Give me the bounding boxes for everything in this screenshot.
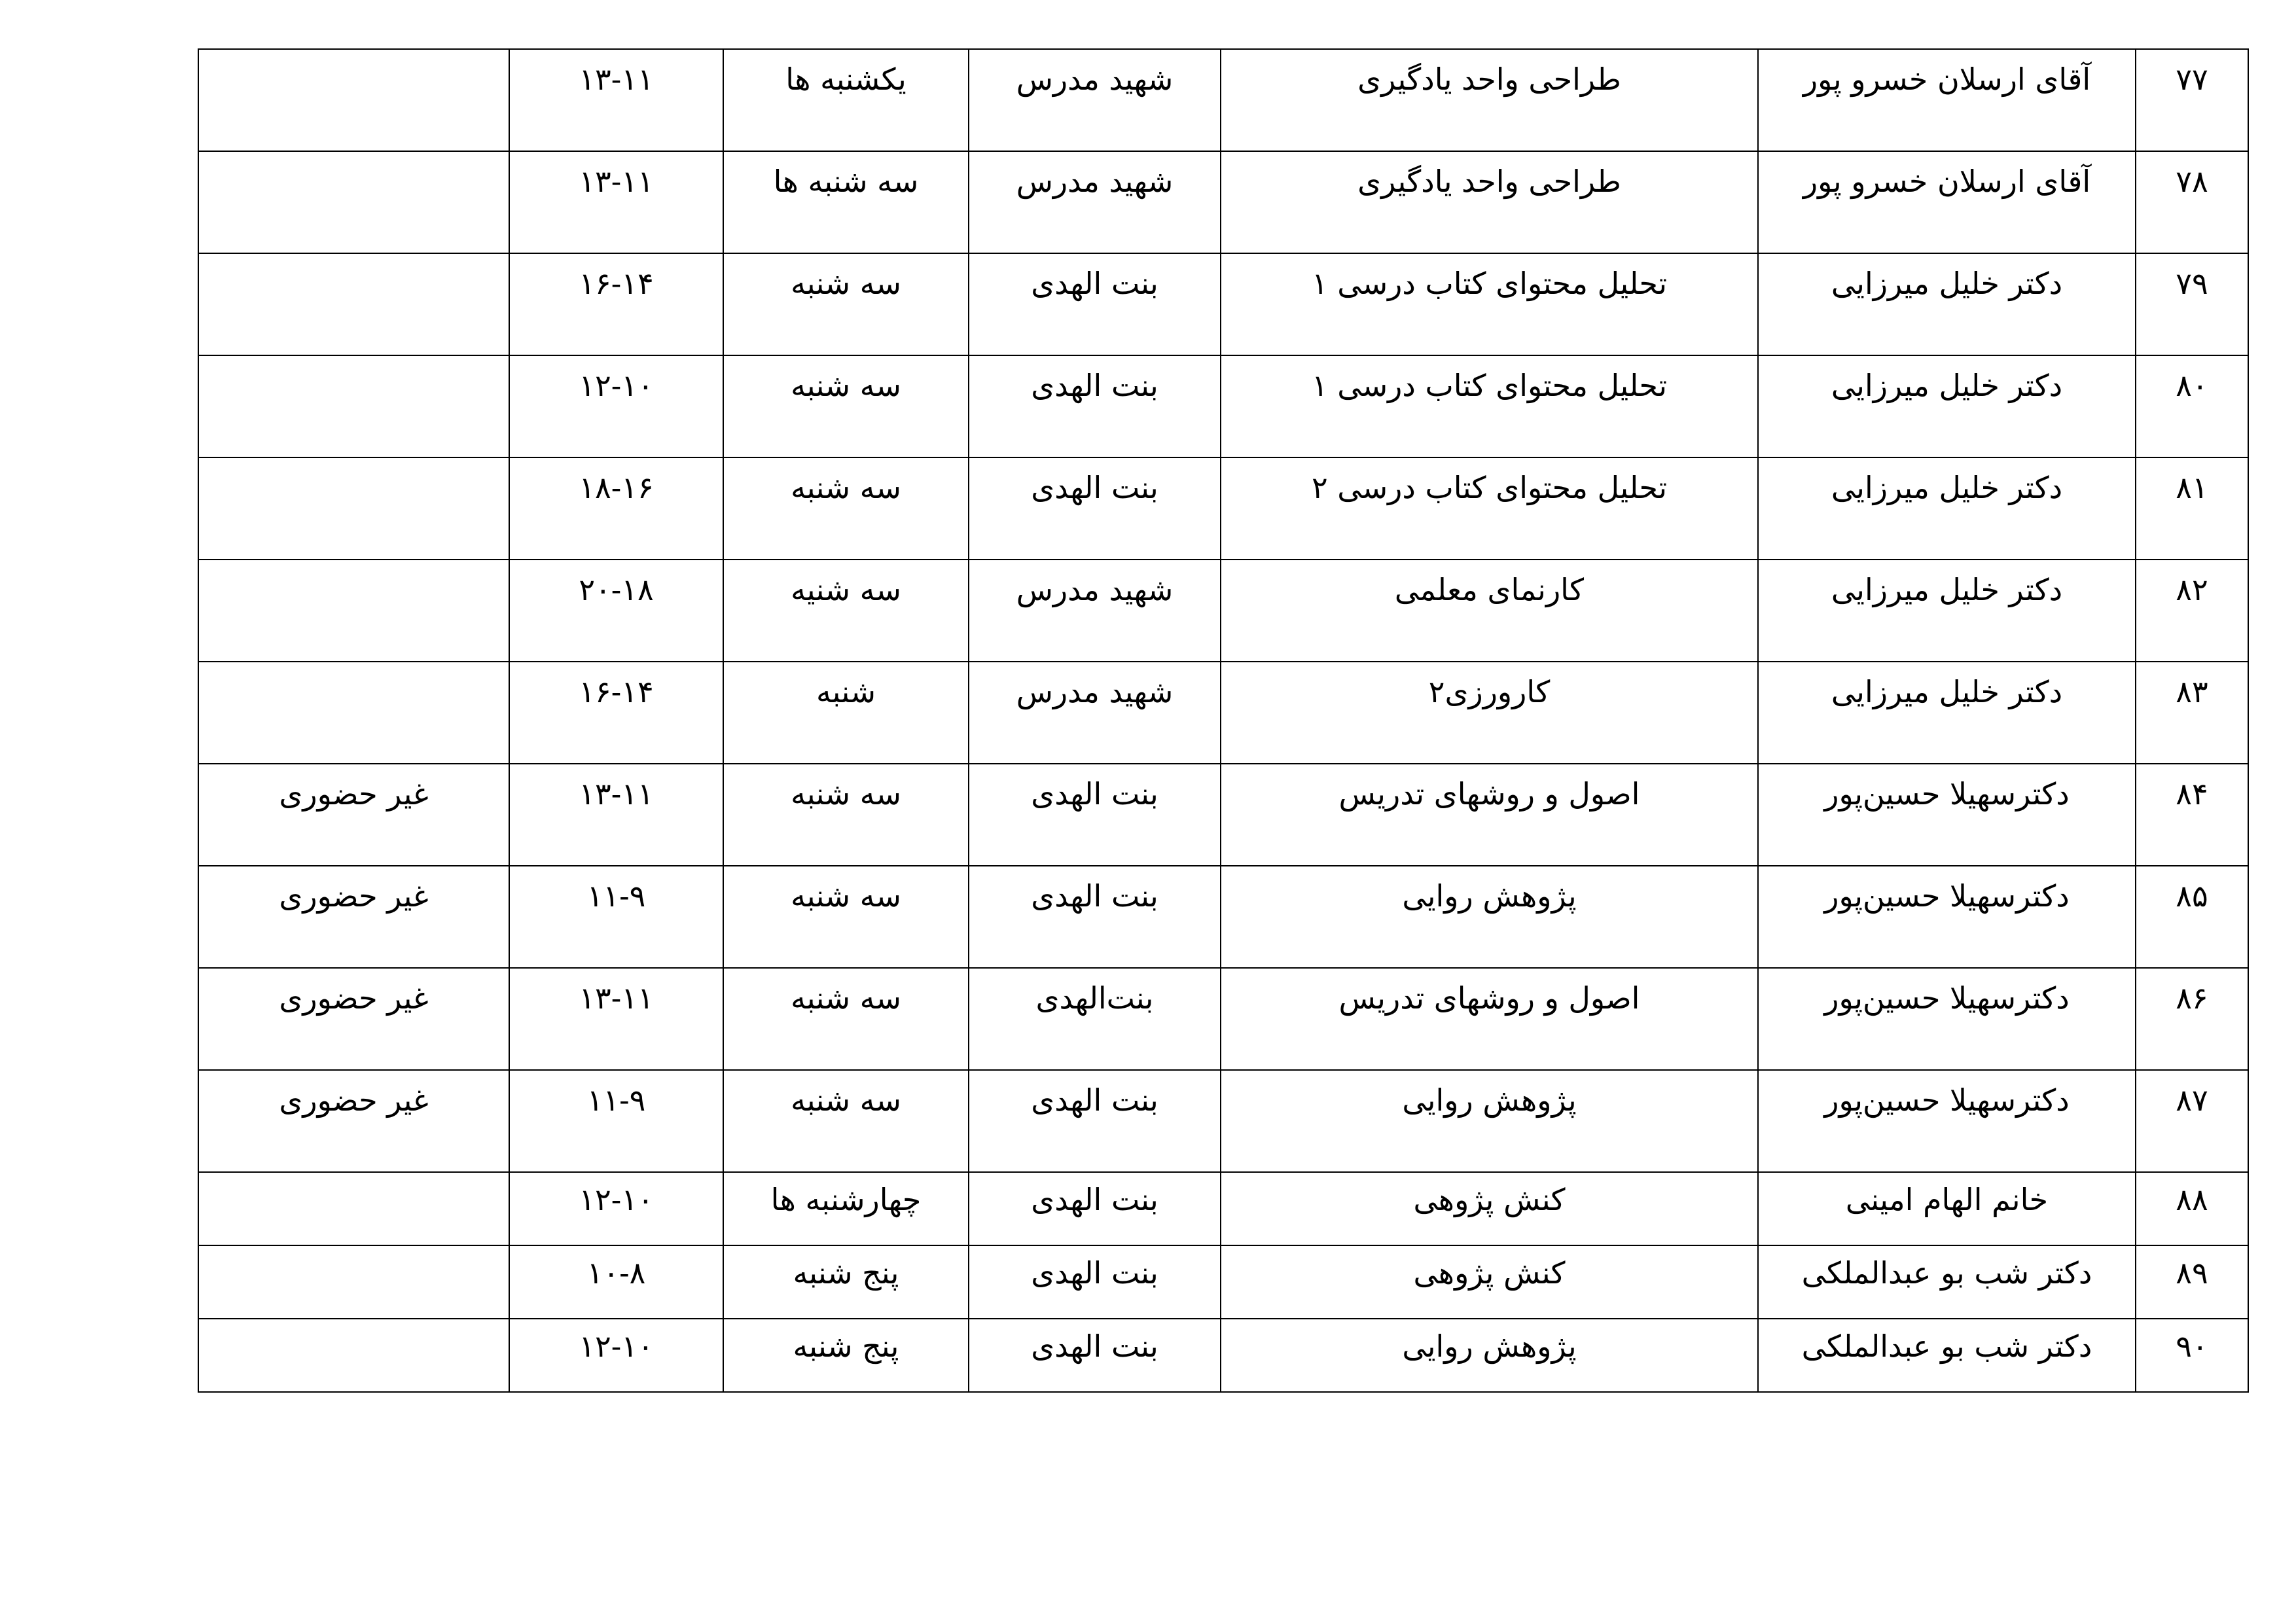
time-cell bbox=[509, 968, 723, 1070]
row-number-text: ۸۱ bbox=[2176, 470, 2208, 505]
course-text: تحلیل محتوای کتاب درسی ۲ bbox=[1311, 470, 1668, 505]
table-row bbox=[198, 1245, 2248, 1319]
teacher-cell bbox=[1758, 253, 2136, 355]
day-text: سه شنبه bbox=[791, 368, 901, 403]
row-number-cell bbox=[2136, 1070, 2248, 1172]
time-cell bbox=[509, 866, 723, 968]
teacher-text: دکتر خلیل میرزایی bbox=[1831, 470, 2063, 505]
day-text: چهارشنبه ها bbox=[770, 1182, 922, 1217]
table-row bbox=[198, 866, 2248, 968]
day-cell bbox=[723, 457, 969, 560]
row-number-text: ۸۴ bbox=[2176, 776, 2208, 812]
teacher-cell bbox=[1758, 662, 2136, 764]
note-cell bbox=[198, 1070, 509, 1172]
note-cell bbox=[198, 1319, 509, 1392]
course-text: اصول و روشهای تدریس bbox=[1338, 776, 1640, 812]
time-text: ۱۳-۱۱ bbox=[579, 62, 654, 97]
row-number-text: ۸۹ bbox=[2176, 1255, 2208, 1291]
time-cell bbox=[509, 1070, 723, 1172]
note-text: غیر حضوری bbox=[279, 1082, 429, 1118]
location-text: بنت الهدی bbox=[1031, 1082, 1158, 1118]
note-cell bbox=[198, 355, 509, 457]
day-cell bbox=[723, 49, 969, 151]
row-number-text: ۸۷ bbox=[2176, 1082, 2208, 1118]
course-cell bbox=[1221, 355, 1758, 457]
day-text: سه شنیه bbox=[791, 572, 901, 607]
location-cell bbox=[969, 968, 1221, 1070]
time-text: ۱۱-۹ bbox=[586, 878, 646, 914]
day-text: سه شنبه bbox=[791, 1082, 901, 1118]
note-cell bbox=[198, 968, 509, 1070]
location-text: بنت الهدی bbox=[1031, 878, 1158, 914]
time-cell bbox=[509, 1319, 723, 1392]
note-cell bbox=[198, 866, 509, 968]
location-cell bbox=[969, 662, 1221, 764]
schedule-body bbox=[198, 49, 2248, 1392]
time-cell bbox=[509, 1245, 723, 1319]
row-number-text: ۸۲ bbox=[2176, 572, 2208, 607]
teacher-text: آقای ارسلان خسرو پور bbox=[1803, 164, 2091, 199]
location-cell bbox=[969, 866, 1221, 968]
time-cell bbox=[509, 49, 723, 151]
row-number-cell bbox=[2136, 1172, 2248, 1245]
teacher-cell bbox=[1758, 866, 2136, 968]
time-text: ۱۲-۱۰ bbox=[579, 1182, 654, 1217]
teacher-text: دکترسهیلا حسین‌پور bbox=[1824, 980, 2070, 1016]
course-text: تحلیل محتوای کتاب درسی ۱ bbox=[1311, 368, 1668, 403]
course-text: پژوهش روایی bbox=[1402, 1329, 1577, 1364]
time-cell bbox=[509, 662, 723, 764]
teacher-text: دکتر شب بو عبدالملکی bbox=[1801, 1255, 2092, 1291]
note-text bbox=[199, 1246, 509, 1255]
note-cell bbox=[198, 662, 509, 764]
teacher-text: خانم الهام امینی bbox=[1845, 1182, 2049, 1217]
course-cell bbox=[1221, 1319, 1758, 1392]
day-cell bbox=[723, 560, 969, 662]
day-text: سه شنبه bbox=[791, 980, 901, 1016]
course-text: کنش پژوهی bbox=[1413, 1182, 1566, 1217]
course-text: پژوهش روایی bbox=[1402, 878, 1577, 914]
location-cell bbox=[969, 457, 1221, 560]
location-text: بنت الهدی bbox=[1031, 470, 1158, 505]
note-text bbox=[199, 356, 509, 368]
course-cell bbox=[1221, 49, 1758, 151]
table-row bbox=[198, 49, 2248, 151]
row-number-text: ۸۵ bbox=[2176, 878, 2208, 914]
teacher-text: دکتر خلیل میرزایی bbox=[1831, 674, 2063, 709]
row-number-text: ۷۹ bbox=[2176, 266, 2208, 301]
teacher-cell bbox=[1758, 968, 2136, 1070]
row-number-text: ۸۰ bbox=[2176, 368, 2208, 403]
location-cell bbox=[969, 764, 1221, 866]
note-cell bbox=[198, 1172, 509, 1245]
location-text: بنت الهدی bbox=[1031, 1255, 1158, 1291]
course-text: کنش پژوهی bbox=[1413, 1255, 1566, 1291]
teacher-cell bbox=[1758, 49, 2136, 151]
location-text: شهید مدرس bbox=[1016, 674, 1174, 709]
time-text: ۱۳-۱۱ bbox=[579, 164, 654, 199]
row-number-cell bbox=[2136, 457, 2248, 560]
course-text: طراحی واحد یادگیری bbox=[1357, 62, 1621, 97]
day-text: سه شنبه bbox=[791, 266, 901, 301]
location-cell bbox=[969, 1319, 1221, 1392]
day-cell bbox=[723, 662, 969, 764]
row-number-text: ۷۷ bbox=[2176, 62, 2208, 97]
day-cell bbox=[723, 968, 969, 1070]
row-number-cell bbox=[2136, 662, 2248, 764]
day-cell bbox=[723, 1172, 969, 1245]
note-text bbox=[199, 1319, 509, 1329]
time-cell bbox=[509, 151, 723, 253]
time-cell bbox=[509, 764, 723, 866]
time-text: ۱۳-۱۱ bbox=[579, 980, 654, 1016]
day-text: سه شنبه bbox=[791, 776, 901, 812]
table-row bbox=[198, 151, 2248, 253]
note-text bbox=[199, 254, 509, 266]
row-number-cell bbox=[2136, 355, 2248, 457]
note-text bbox=[199, 50, 509, 62]
time-text: ۱۳-۱۱ bbox=[579, 776, 654, 812]
note-cell bbox=[198, 151, 509, 253]
teacher-cell bbox=[1758, 1319, 2136, 1392]
table-row bbox=[198, 1172, 2248, 1245]
teacher-text: دکتر خلیل میرزایی bbox=[1831, 368, 2063, 403]
table-row bbox=[198, 253, 2248, 355]
row-number-text: ۹۰ bbox=[2176, 1329, 2208, 1364]
teacher-cell bbox=[1758, 1245, 2136, 1319]
note-cell bbox=[198, 253, 509, 355]
note-cell bbox=[198, 764, 509, 866]
table-row bbox=[198, 968, 2248, 1070]
time-text: ۱۸-۱۶ bbox=[579, 470, 654, 505]
day-cell bbox=[723, 253, 969, 355]
teacher-cell bbox=[1758, 1070, 2136, 1172]
day-text: سه شنبه bbox=[791, 470, 901, 505]
row-number-cell bbox=[2136, 49, 2248, 151]
location-cell bbox=[969, 49, 1221, 151]
teacher-text: دکترسهیلا حسین‌پور bbox=[1824, 1082, 2070, 1118]
row-number-text: ۸۶ bbox=[2176, 980, 2208, 1016]
teacher-cell bbox=[1758, 151, 2136, 253]
row-number-text: ۸۳ bbox=[2176, 674, 2208, 709]
course-cell bbox=[1221, 764, 1758, 866]
location-text: بنت الهدی bbox=[1031, 1329, 1158, 1364]
teacher-text: دکترسهیلا حسین‌پور bbox=[1824, 776, 2070, 812]
course-text: کارنمای معلمی bbox=[1394, 572, 1585, 607]
course-cell bbox=[1221, 253, 1758, 355]
location-text: شهید مدرس bbox=[1016, 164, 1174, 199]
table-row bbox=[198, 355, 2248, 457]
note-cell bbox=[198, 49, 509, 151]
location-cell bbox=[969, 253, 1221, 355]
course-text: کارورزی۲ bbox=[1428, 674, 1551, 709]
teacher-cell bbox=[1758, 764, 2136, 866]
note-text: غیر حضوری bbox=[279, 776, 429, 812]
time-text: ۱۶-۱۴ bbox=[579, 674, 654, 709]
teacher-text: دکتر شب بو عبدالملکی bbox=[1801, 1329, 2092, 1364]
day-text: شنبه bbox=[816, 674, 876, 709]
time-text: ۱۰-۸ bbox=[586, 1255, 646, 1291]
row-number-cell bbox=[2136, 866, 2248, 968]
row-number-text: ۸۸ bbox=[2176, 1182, 2208, 1217]
course-text: اصول و روشهای تدریس bbox=[1338, 980, 1640, 1016]
course-cell bbox=[1221, 1070, 1758, 1172]
location-cell bbox=[969, 1172, 1221, 1245]
note-cell bbox=[198, 1245, 509, 1319]
row-number-cell bbox=[2136, 253, 2248, 355]
teacher-text: دکتر خلیل میرزایی bbox=[1831, 266, 2063, 301]
table-row bbox=[198, 662, 2248, 764]
course-cell bbox=[1221, 662, 1758, 764]
time-text: ۱۲-۱۰ bbox=[579, 1329, 654, 1364]
day-cell bbox=[723, 866, 969, 968]
location-text: شهید مدرس bbox=[1016, 62, 1174, 97]
day-text: پنج شنبه bbox=[793, 1255, 899, 1291]
location-cell bbox=[969, 560, 1221, 662]
location-text: شهید مدرس bbox=[1016, 572, 1174, 607]
course-text: پژوهش روایی bbox=[1402, 1082, 1577, 1118]
row-number-cell bbox=[2136, 1245, 2248, 1319]
note-cell bbox=[198, 560, 509, 662]
time-text: ۱۲-۱۰ bbox=[579, 368, 654, 403]
teacher-text: آقای ارسلان خسرو پور bbox=[1803, 62, 2091, 97]
day-cell bbox=[723, 355, 969, 457]
location-cell bbox=[969, 355, 1221, 457]
table-row bbox=[198, 1070, 2248, 1172]
day-text: یکشنبه ها bbox=[785, 62, 906, 97]
note-text bbox=[199, 1173, 509, 1182]
time-cell bbox=[509, 355, 723, 457]
table-row bbox=[198, 1319, 2248, 1392]
time-text: ۱۶-۱۴ bbox=[579, 266, 654, 301]
time-text: ۱۱-۹ bbox=[586, 1082, 646, 1118]
row-number-cell bbox=[2136, 151, 2248, 253]
teacher-text: دکترسهیلا حسین‌پور bbox=[1824, 878, 2070, 914]
note-text bbox=[199, 458, 509, 470]
course-cell bbox=[1221, 968, 1758, 1070]
row-number-cell bbox=[2136, 764, 2248, 866]
row-number-cell bbox=[2136, 1319, 2248, 1392]
time-cell bbox=[509, 560, 723, 662]
day-cell bbox=[723, 1319, 969, 1392]
course-text: تحلیل محتوای کتاب درسی ۱ bbox=[1311, 266, 1668, 301]
note-cell bbox=[198, 457, 509, 560]
time-cell bbox=[509, 253, 723, 355]
teacher-text: دکتر خلیل میرزایی bbox=[1831, 572, 2063, 607]
course-cell bbox=[1221, 1172, 1758, 1245]
teacher-cell bbox=[1758, 1172, 2136, 1245]
time-cell bbox=[509, 457, 723, 560]
course-cell bbox=[1221, 866, 1758, 968]
location-text: بنت‌الهدی bbox=[1035, 980, 1154, 1016]
teacher-cell bbox=[1758, 457, 2136, 560]
teacher-cell bbox=[1758, 560, 2136, 662]
course-cell bbox=[1221, 457, 1758, 560]
location-cell bbox=[969, 1070, 1221, 1172]
table-row bbox=[198, 457, 2248, 560]
time-cell bbox=[509, 1172, 723, 1245]
location-text: بنت الهدی bbox=[1031, 776, 1158, 812]
course-text: طراحی واحد یادگیری bbox=[1357, 164, 1621, 199]
note-text: غیر حضوری bbox=[279, 980, 429, 1016]
schedule-table bbox=[198, 48, 2249, 1393]
location-cell bbox=[969, 151, 1221, 253]
table-row bbox=[198, 560, 2248, 662]
note-text bbox=[199, 662, 509, 674]
row-number-text: ۷۸ bbox=[2176, 164, 2208, 199]
location-text: بنت الهدی bbox=[1031, 1182, 1158, 1217]
teacher-cell bbox=[1758, 355, 2136, 457]
day-cell bbox=[723, 1245, 969, 1319]
time-text: ۲۰-۱۸ bbox=[579, 572, 654, 607]
location-text: بنت الهدی bbox=[1031, 368, 1158, 403]
day-text: سه شنبه ها bbox=[773, 164, 919, 199]
note-text: غیر حضوری bbox=[279, 878, 429, 914]
day-cell bbox=[723, 1070, 969, 1172]
course-cell bbox=[1221, 1245, 1758, 1319]
day-text: پنج شنبه bbox=[793, 1329, 899, 1364]
row-number-cell bbox=[2136, 560, 2248, 662]
row-number-cell bbox=[2136, 968, 2248, 1070]
day-cell bbox=[723, 151, 969, 253]
course-cell bbox=[1221, 560, 1758, 662]
note-text bbox=[199, 560, 509, 572]
day-cell bbox=[723, 764, 969, 866]
location-cell bbox=[969, 1245, 1221, 1319]
course-cell bbox=[1221, 151, 1758, 253]
day-text: سه شنبه bbox=[791, 878, 901, 914]
note-text bbox=[199, 152, 509, 164]
location-text: بنت الهدی bbox=[1031, 266, 1158, 301]
table-row bbox=[198, 764, 2248, 866]
